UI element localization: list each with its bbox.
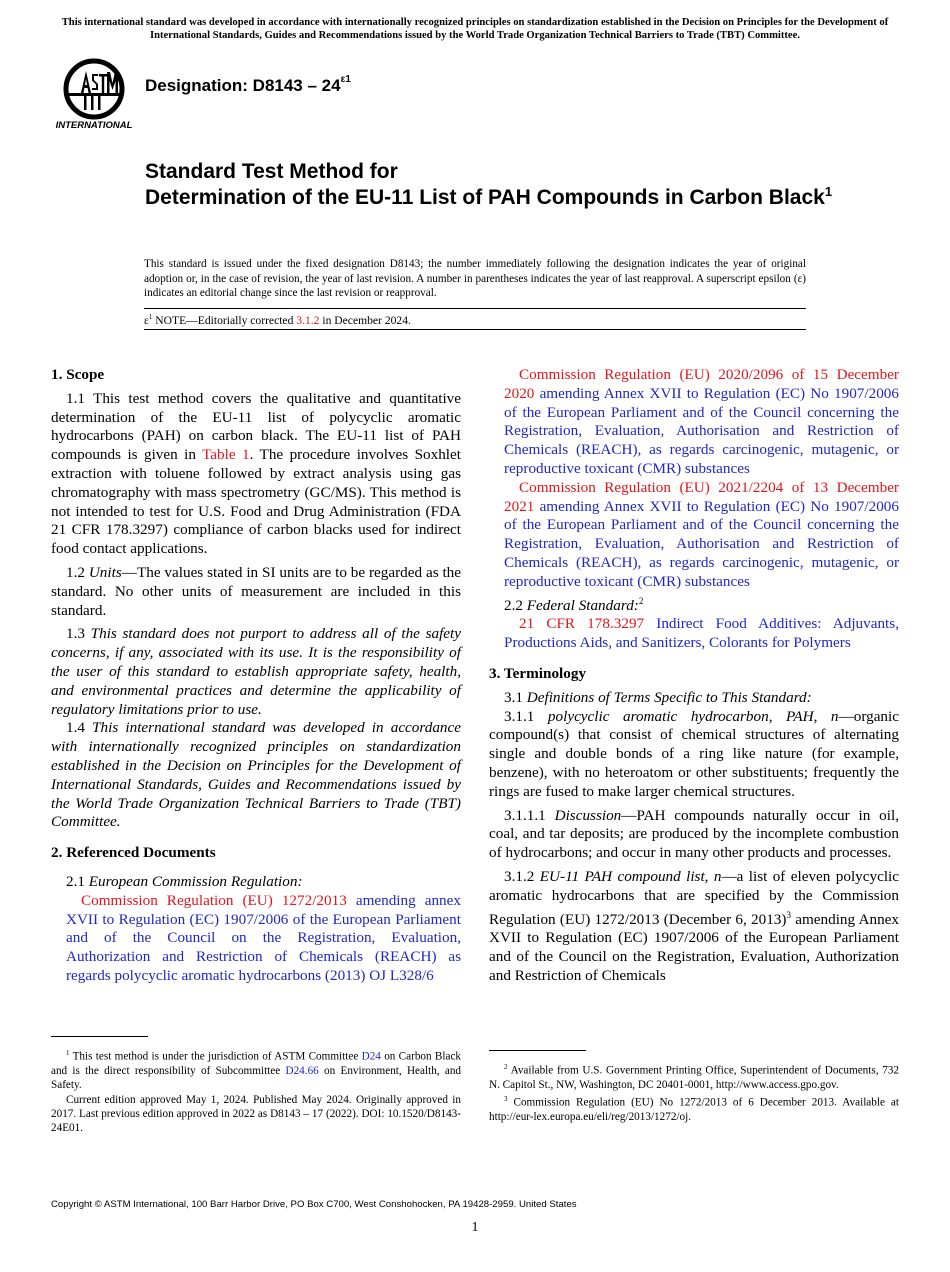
copyright: Copyright © ASTM International, 100 Barr Harbor Drive, PO Box C700, West Conshohocken, PA 19428-2959. United States: [51, 1199, 577, 1210]
reference-item: [489, 479, 899, 592]
ref-2-1-num: 2.1: [66, 872, 89, 890]
reference-item: [51, 892, 461, 986]
reference-link[interactable]: Commission Regulation (EU) 2020/2096 of 15 December 2020: [504, 366, 899, 402]
term-3-1-1-term: polycyclic aromatic hydrocarbon, PAH, n: [547, 707, 839, 725]
footnote-3-text: Commission Regulation (EU) No 1272/2013 of 6 December 2013. Available at http://eur-lex.europa.eu/eli/reg/2013/1272/oj.: [489, 1097, 899, 1124]
footnote-1-marker: 1: [66, 1049, 70, 1057]
term-3-1-1-1-text: —PAH compounds naturally occur in oil, coal, and tar deposits; are produced by the incomplete combustion of hydrocarbons; and occur in many other products and processes.: [489, 806, 899, 862]
term-3-1-2-term: EU-11 PAH compound list, n: [539, 867, 722, 885]
standard-title: [145, 159, 845, 210]
title-main: [145, 185, 845, 211]
right-column: [489, 366, 899, 986]
term-3-1-1-1: [489, 807, 899, 863]
footnote-ref-3: 3: [786, 909, 791, 920]
editorial-text-end: in December 2024.: [319, 313, 411, 327]
title-line1: Standard Test Method for: [145, 160, 398, 183]
divider-bottom: [144, 329, 806, 330]
scope-1-2-num: 1.2: [66, 563, 89, 581]
footnote-2: [489, 1060, 899, 1092]
committee-d24-link[interactable]: D24: [361, 1050, 381, 1063]
footnotes-left: [51, 1046, 461, 1136]
ref-2-2: [489, 592, 899, 616]
reference-title-link[interactable]: Indirect Food Additives: Adjuvants, Productions Aids, and Sanitizers, Colorants for Polymers: [504, 615, 899, 652]
reference-item: [489, 615, 899, 653]
editorial-link-3-1-2[interactable]: 3.1.2: [296, 313, 320, 327]
footnote-1: [51, 1046, 461, 1093]
footnote-3-marker: 3: [504, 1095, 508, 1104]
reference-link[interactable]: Commission Regulation (EU) 1272/2013: [81, 891, 347, 909]
scope-1-1-text: 1.1 This test method covers the qualitative and quantitative determination of the EU-11 list of polycyclic aromatic hydrocarbons (PAH) on carbon black. The EU-11 list of PAH compounds is given in: [51, 389, 461, 464]
scope-1-1-text-end: . The procedure involves Soxhlet extraction with toluene followed by extract analysis using gas chromatography with mass spectrometry (GC/MS). This method is not intended to test for U.S. Food and Drug Administration (FDA 21 CFR 178.3297) compliance of carbon blacks used for indirect food contact applications.: [51, 446, 461, 558]
section-referenced-heading: 2. Referenced Documents: [51, 844, 216, 862]
footnote-3: [489, 1092, 899, 1124]
ref-2-1: [51, 873, 461, 892]
scope-1-2-text: —The values stated in SI units are to be regarded as the standard. No other units of measurement are included in this standard.: [51, 563, 462, 619]
footnotes-right: [489, 1060, 899, 1125]
term-3-1-num: 3.1: [504, 688, 527, 706]
footnote-1-text: This test method is under the jurisdiction of ASTM Committee: [69, 1050, 362, 1063]
scope-1-2: [51, 564, 461, 620]
subcommittee-d24-66-link[interactable]: D24.66: [285, 1065, 319, 1078]
divider-top: [144, 308, 806, 309]
term-3-1-1-1-label: Discussion: [554, 806, 622, 824]
title-footnote-ref: 1: [824, 183, 833, 199]
footnote-2-text: Available from U.S. Government Printing Office, Superintendent of Documents, 732 N. Capitol St., NW, Washington, DC 20401-0001, http://www.access.gpo.gov.: [489, 1064, 899, 1092]
reference-link[interactable]: Commission Regulation (EU) 2021/2204 of 13 December 2021: [504, 478, 899, 515]
term-3-1-1-text: —organic compound(s) that consist of chemical structures of alternating single and double bonds of a ring like nature (for example, benzene), with no heteroatom or other substituents; frequently the rings are fused to make larger chemical structures.: [489, 707, 899, 800]
footnote-ref-2: 2: [638, 595, 644, 606]
table-1-link[interactable]: Table 1: [202, 446, 250, 464]
ref-2-2-title: Federal Standard:: [526, 596, 639, 614]
title-line2: Determination of the EU-11 List of PAH Compounds in Carbon Black: [145, 185, 825, 209]
section-terminology-heading: 3. Terminology: [489, 665, 587, 683]
scope-1-2-term: Units: [88, 563, 122, 581]
footnote-1-text-end: on Environment, Health, and Safety.: [51, 1065, 462, 1092]
term-3-1-title: Definitions of Terms Specific to This Standard:: [526, 688, 812, 706]
term-3-1: [489, 689, 899, 708]
term-3-1-1: [489, 708, 899, 802]
designation-text: Designation: D8143 – 24: [145, 76, 341, 95]
footnote-1-text-mid: on Carbon Black and is the direct responsibility of Subcommittee: [51, 1050, 461, 1078]
issue-note: This standard is issued under the fixed designation D8143; the number immediately following the designation indicates the year of original adoption or, in the case of revision, the year of last revision. A number in parentheses indicates the year of last reapproval. A superscript epsilon (ε) indicates an editorial change since the last revision or reapproval.: [144, 258, 806, 299]
reference-title-link[interactable]: amending Annex XVII to Regulation (EC) No 1907/2006 of the European Parliament and of the Council concerning the Registration, Evaluation, Authorisation and Restriction of Chemicals (REACH), as regards carcinogenic, mutagenic, or reproductive toxicant (CMR) substances: [504, 384, 899, 477]
section-scope-heading: 1. Scope: [51, 366, 105, 383]
designation-epsilon: ε1: [340, 74, 351, 86]
term-3-1-2: [489, 868, 899, 986]
scope-1-1: [51, 390, 461, 559]
scope-1-3-text: This standard does not purport to address all of the safety concerns, if any, associated with its use. It is the responsibility of the user of this standard to establish appropriate safety, health, and environmental practices and determine the applicability of regulatory limitations prior to use.: [51, 625, 462, 718]
page-number: 1: [471, 1220, 479, 1235]
footnote-2-marker: 2: [504, 1063, 508, 1071]
ref-2-2-num: 2.2: [504, 596, 527, 614]
editorial-note: [144, 313, 411, 327]
logo-text: INTERNATIONAL: [55, 120, 133, 131]
term-3-1-1-1-num: 3.1.1.1: [504, 806, 555, 824]
scope-1-4: [51, 719, 461, 832]
epsilon-sup: 1: [148, 313, 153, 321]
designation: [145, 76, 351, 96]
scope-1-4-text: This international standard was developed in accordance with internationally recognized principles on standardization established in the Decision on Principles for the Development of International Standards, Guides and Recommendations issued by the World Trade Organization Technical Barriers to Trade (TBT) Committee.: [51, 719, 462, 831]
left-column: [51, 366, 461, 986]
ref-2-1-title: European Commission Regulation:: [88, 872, 303, 890]
epsilon-symbol: ε: [144, 313, 149, 327]
reference-title-link[interactable]: amending annex XVII to Regulation (EC) 1907/2006 of the European Parliament and of the Council on the Registration, Evaluation, Authorization and Restriction of Chemicals (REACH) as regards polycyclic aromatic hydrocarbons (2013) OJ L328/6: [66, 891, 461, 984]
scope-1-3-num: 1.3: [66, 625, 91, 643]
scope-1-3: [51, 625, 461, 719]
astm-international-logo: [54, 57, 134, 132]
footnote-1-edition: Current edition approved May 1, 2024. Published May 2024. Originally approved in 2017. Last previous edition approved in 2022 as D8143 – 17 (2022). DOI: 10.1520/D8143-24E01.: [51, 1093, 461, 1135]
term-3-1-2-num: 3.1.2: [504, 867, 540, 885]
reference-item: [489, 366, 899, 479]
top-notice: This international standard was developed in accordance with internationally recognized principles on standardization established in the Decision on Principles for the Development of International Standards, Guides and Recommendations issued by the World Trade Organization Technical Barriers to Trade (TBT) Committee.: [61, 17, 889, 41]
reference-link[interactable]: 21 CFR 178.3297: [519, 615, 645, 633]
term-3-1-2-text-end: amending Annex XVII to Regulation (EC) 1907/2006 of the European Parliament and of the Council on the Registration, Evaluation, Authorization and Restriction of Chemicals: [489, 910, 899, 985]
term-3-1-1-num: 3.1.1: [504, 707, 548, 725]
scope-1-4-num: 1.4: [66, 719, 93, 737]
editorial-text: NOTE—Editorially corrected: [152, 313, 297, 327]
term-3-1-2-text: —a list of eleven polycyclic aromatic hydrocarbons that are specified by the Commission Regulation (EU) 1272/2013 (December 6, 2013): [489, 867, 900, 928]
reference-title-link[interactable]: amending Annex XVII to Regulation (EC) No 1907/2006 of the European Parliament and of the Council concerning the Registration, Evaluation, Authorisation and Restriction of Chemicals (REACH), as regards carcinogenic, mutagenic, or reproductive toxicant (CMR) substances: [504, 497, 899, 590]
footnote-rule-left: [51, 1036, 148, 1037]
footnote-rule-right: [489, 1050, 586, 1051]
